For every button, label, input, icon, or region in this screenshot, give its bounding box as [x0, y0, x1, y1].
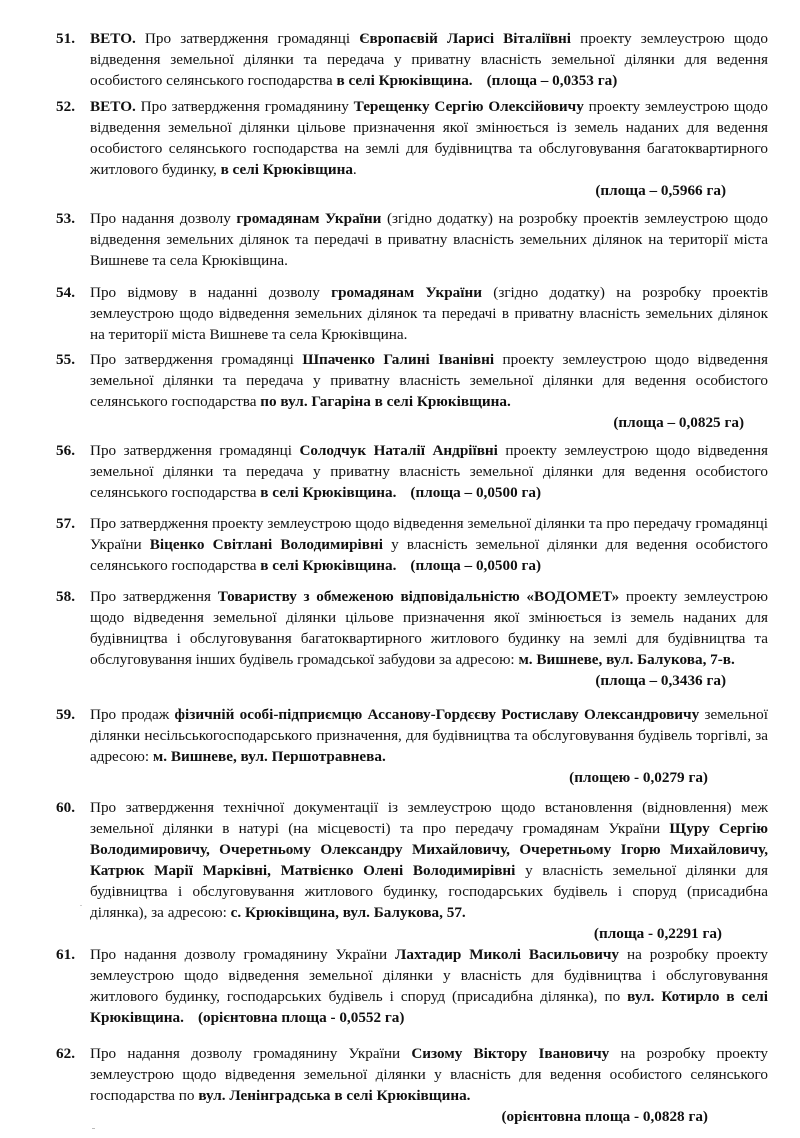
- item-text: [90, 797, 768, 923]
- area-value: (площа - 0,2291 га): [593, 925, 722, 942]
- text-fragment: земельної ділянки несільськогосподарського призначення, для будівництва та обслуговування будівель торгівлі, за адресою:: [90, 706, 768, 765]
- text-fragment: Про затвердження громадянці: [90, 351, 303, 368]
- location: в селі Крюківщина: [220, 161, 353, 178]
- address: м. Вишневе, вул. Балукова, 7-в.: [518, 651, 735, 668]
- item-text: [90, 1043, 768, 1106]
- text-fragment: у власність земельної ділянки для будівництва і обслуговування житлового будинку, господарських будівель і споруд (присадибна ділянка), за адресою:: [90, 862, 768, 921]
- area-value: (площею - 0,0279 га): [569, 769, 708, 786]
- text-fragment: (згідно додатку) на розробку проектів землеустрою щодо відведення земельних ділянок та передачі в приватну власність земельних ділянок на території міста Вишневе та села Крюківщина.: [90, 210, 768, 269]
- item-number: 58.: [56, 588, 75, 605]
- list-item-51: [56, 28, 768, 91]
- text-fragment: .: [352, 161, 357, 178]
- location: по вул. Гагаріна в селі Крюківщина.: [260, 393, 511, 410]
- text-fragment: Про відмову в наданні дозволу: [90, 284, 332, 301]
- list-item-58: [56, 586, 768, 691]
- item-text: [90, 440, 768, 503]
- item-text: [90, 704, 768, 767]
- item-text: [90, 208, 768, 271]
- text-fragment: Про продаж: [90, 706, 175, 723]
- item-text: [90, 28, 768, 91]
- list-item-62: [56, 1043, 768, 1127]
- area-value: (орієнтовна площа - 0,0552 га): [197, 1009, 405, 1026]
- scan-speck: [92, 1128, 95, 1129]
- item-text: [90, 586, 768, 670]
- recipient: громадянам України: [331, 284, 482, 301]
- location: в селі Крюківщина.: [336, 72, 473, 89]
- text-fragment: проекту землеустрою щодо відведення земельної ділянки та передача у приватну власність земельної ділянки для ведення особистого селянського господарства: [90, 442, 769, 501]
- text-fragment: у власність земельної ділянки для ведення особистого селянського господарства: [90, 536, 768, 574]
- area-value: (площа – 0,0500 га): [410, 557, 542, 574]
- text-fragment: Про затвердження: [90, 588, 218, 605]
- text-fragment: Про надання дозволу: [90, 210, 237, 227]
- text-fragment: проекту землеустрою щодо відведення земельної ділянки цільове призначення якої змінюється із земель наданих для ведення особистого селянського господарства на землі для будівництва та обслуговування багатоквартирного житлового будинку,: [90, 98, 768, 178]
- item-text: [90, 349, 768, 412]
- list-item-56: [56, 440, 768, 503]
- person-name: Солодчук Наталії Андріївні: [299, 442, 498, 459]
- text-fragment: (згідно додатку) на розробку проектів землеустрою щодо відведення земельних ділянок та передачі в приватну власність земельних ділянок на території міста Вишневе та села Крюківщина.: [90, 284, 769, 343]
- text-fragment: на розробку проекту землеустрою щодо відведення земельної ділянки у власність для будівництва і обслуговування житлового будинку, господарських будівель і споруд (присадибна ділянка), по: [90, 946, 768, 1005]
- person-name: Терещенку Сергію Олексійовичу: [353, 98, 584, 115]
- item-number: 61.: [56, 946, 75, 963]
- text-fragment: Про надання дозволу громадянину України: [90, 1045, 412, 1062]
- list-item-57: [56, 513, 768, 576]
- text-fragment: проекту землеустрою щодо відведення земельної ділянки та передача у приватну власність земельної ділянки для ведення особистого селянського господарства: [90, 30, 769, 89]
- item-number: 55.: [56, 351, 75, 368]
- item-number: 53.: [56, 210, 75, 227]
- recipient: громадянам України: [236, 210, 382, 227]
- location: в селі Крюківщина.: [260, 484, 397, 501]
- list-item-52: [56, 96, 768, 201]
- text-fragment: проекту землеустрою щодо відведення земельної ділянки та передача у приватну власність земельної ділянки для ведення особистого селянського господарства: [90, 351, 768, 410]
- person-name: Шпаченко Галині Іванівні: [302, 351, 495, 368]
- text-fragment: Про затвердження проекту землеустрою щодо відведення земельної ділянки та про передачу громадянці України: [90, 515, 768, 553]
- list-item-59: [56, 704, 768, 788]
- item-number: 54.: [56, 284, 75, 301]
- area-value: (площа – 0,0500 га): [410, 484, 542, 501]
- item-text: [90, 282, 768, 345]
- item-text: [90, 513, 768, 576]
- list-item-54: [56, 282, 768, 345]
- location: в селі Крюківщина.: [260, 557, 397, 574]
- person-name: Європаєвій Ларисі Віталіївні: [359, 30, 572, 47]
- area-value: (орієнтовна площа - 0,0828 га): [501, 1108, 708, 1125]
- veto-label: ВЕТО.: [90, 98, 136, 115]
- scan-speck: [80, 905, 82, 906]
- address: м. Вишневе, вул. Першотравнева.: [152, 748, 386, 765]
- item-number: 59.: [56, 706, 75, 723]
- area-value: (площа – 0,0353 га): [486, 72, 618, 89]
- location: вул. Котирло в селі Крюківщина.: [90, 988, 769, 1026]
- entrepreneur-name: фізичній особі-підприємцю Ассанову-Гордєєву Ростиславу Олександровичу: [174, 706, 700, 723]
- text-fragment: на розробку проекту землеустрою щодо відведення земельної ділянки у власність для ведення особистого селянського господарства по: [90, 1045, 768, 1104]
- person-name: Лахтадир Миколі Васильовичу: [395, 946, 620, 963]
- list-item-61: [56, 944, 768, 1028]
- item-text: [90, 96, 768, 180]
- item-text: [90, 944, 768, 1028]
- item-number: 60.: [56, 799, 75, 816]
- item-number: 56.: [56, 442, 75, 459]
- text-fragment: проекту землеустрою щодо відведення земельної ділянки цільове призначення якої змінюється із земель наданих для будівництва і обслуговування багатоквартирного житлового будинку на землі для будівництва та обслуговування інших будівель громадської забудови за адресою:: [90, 588, 769, 668]
- text-fragment: Про надання дозволу громадянину України: [90, 946, 396, 963]
- person-names: Щуру Сергію Володимировичу, Очеретньому Олександру Михайловичу, Очеретньому Ігорю Михайловичу, Катрюк Марії Марківні, Матвієнко Олені Володимирівні: [90, 820, 768, 879]
- person-name: Віценко Світлані Володимирівні: [149, 536, 383, 553]
- text-fragment: Про затвердження громадянину: [135, 98, 354, 115]
- item-number: 52.: [56, 98, 75, 115]
- veto-label: ВЕТО.: [90, 30, 136, 47]
- item-number: 51.: [56, 30, 75, 47]
- address: с. Крюківщина, вул. Балукова, 57.: [230, 904, 466, 921]
- text-fragment: Про затвердження громадянці: [135, 30, 360, 47]
- item-number: 57.: [56, 515, 75, 532]
- item-number: 62.: [56, 1045, 75, 1062]
- list-item-53: [56, 208, 768, 271]
- location: вул. Ленінградська в селі Крюківщина.: [198, 1087, 471, 1104]
- text-fragment: Про затвердження громадянці: [90, 442, 300, 459]
- text-fragment: Про затвердження технічної документації із землеустрою щодо встановлення (відновлення) меж земельної ділянки в натурі (на місцевості) та про передачу громадянам України: [90, 799, 768, 837]
- list-item-55: [56, 349, 768, 433]
- area-value: (площа – 0,0825 га): [613, 414, 744, 431]
- company-name: Товариству з обмеженою відповідальністю «ВОДОМЕТ»: [217, 588, 620, 605]
- list-item-60: [56, 797, 768, 944]
- area-value: (площа – 0,5966 га): [595, 182, 726, 199]
- area-value: (площа – 0,3436 га): [595, 672, 726, 689]
- person-name: Сизому Віктору Івановичу: [411, 1045, 610, 1062]
